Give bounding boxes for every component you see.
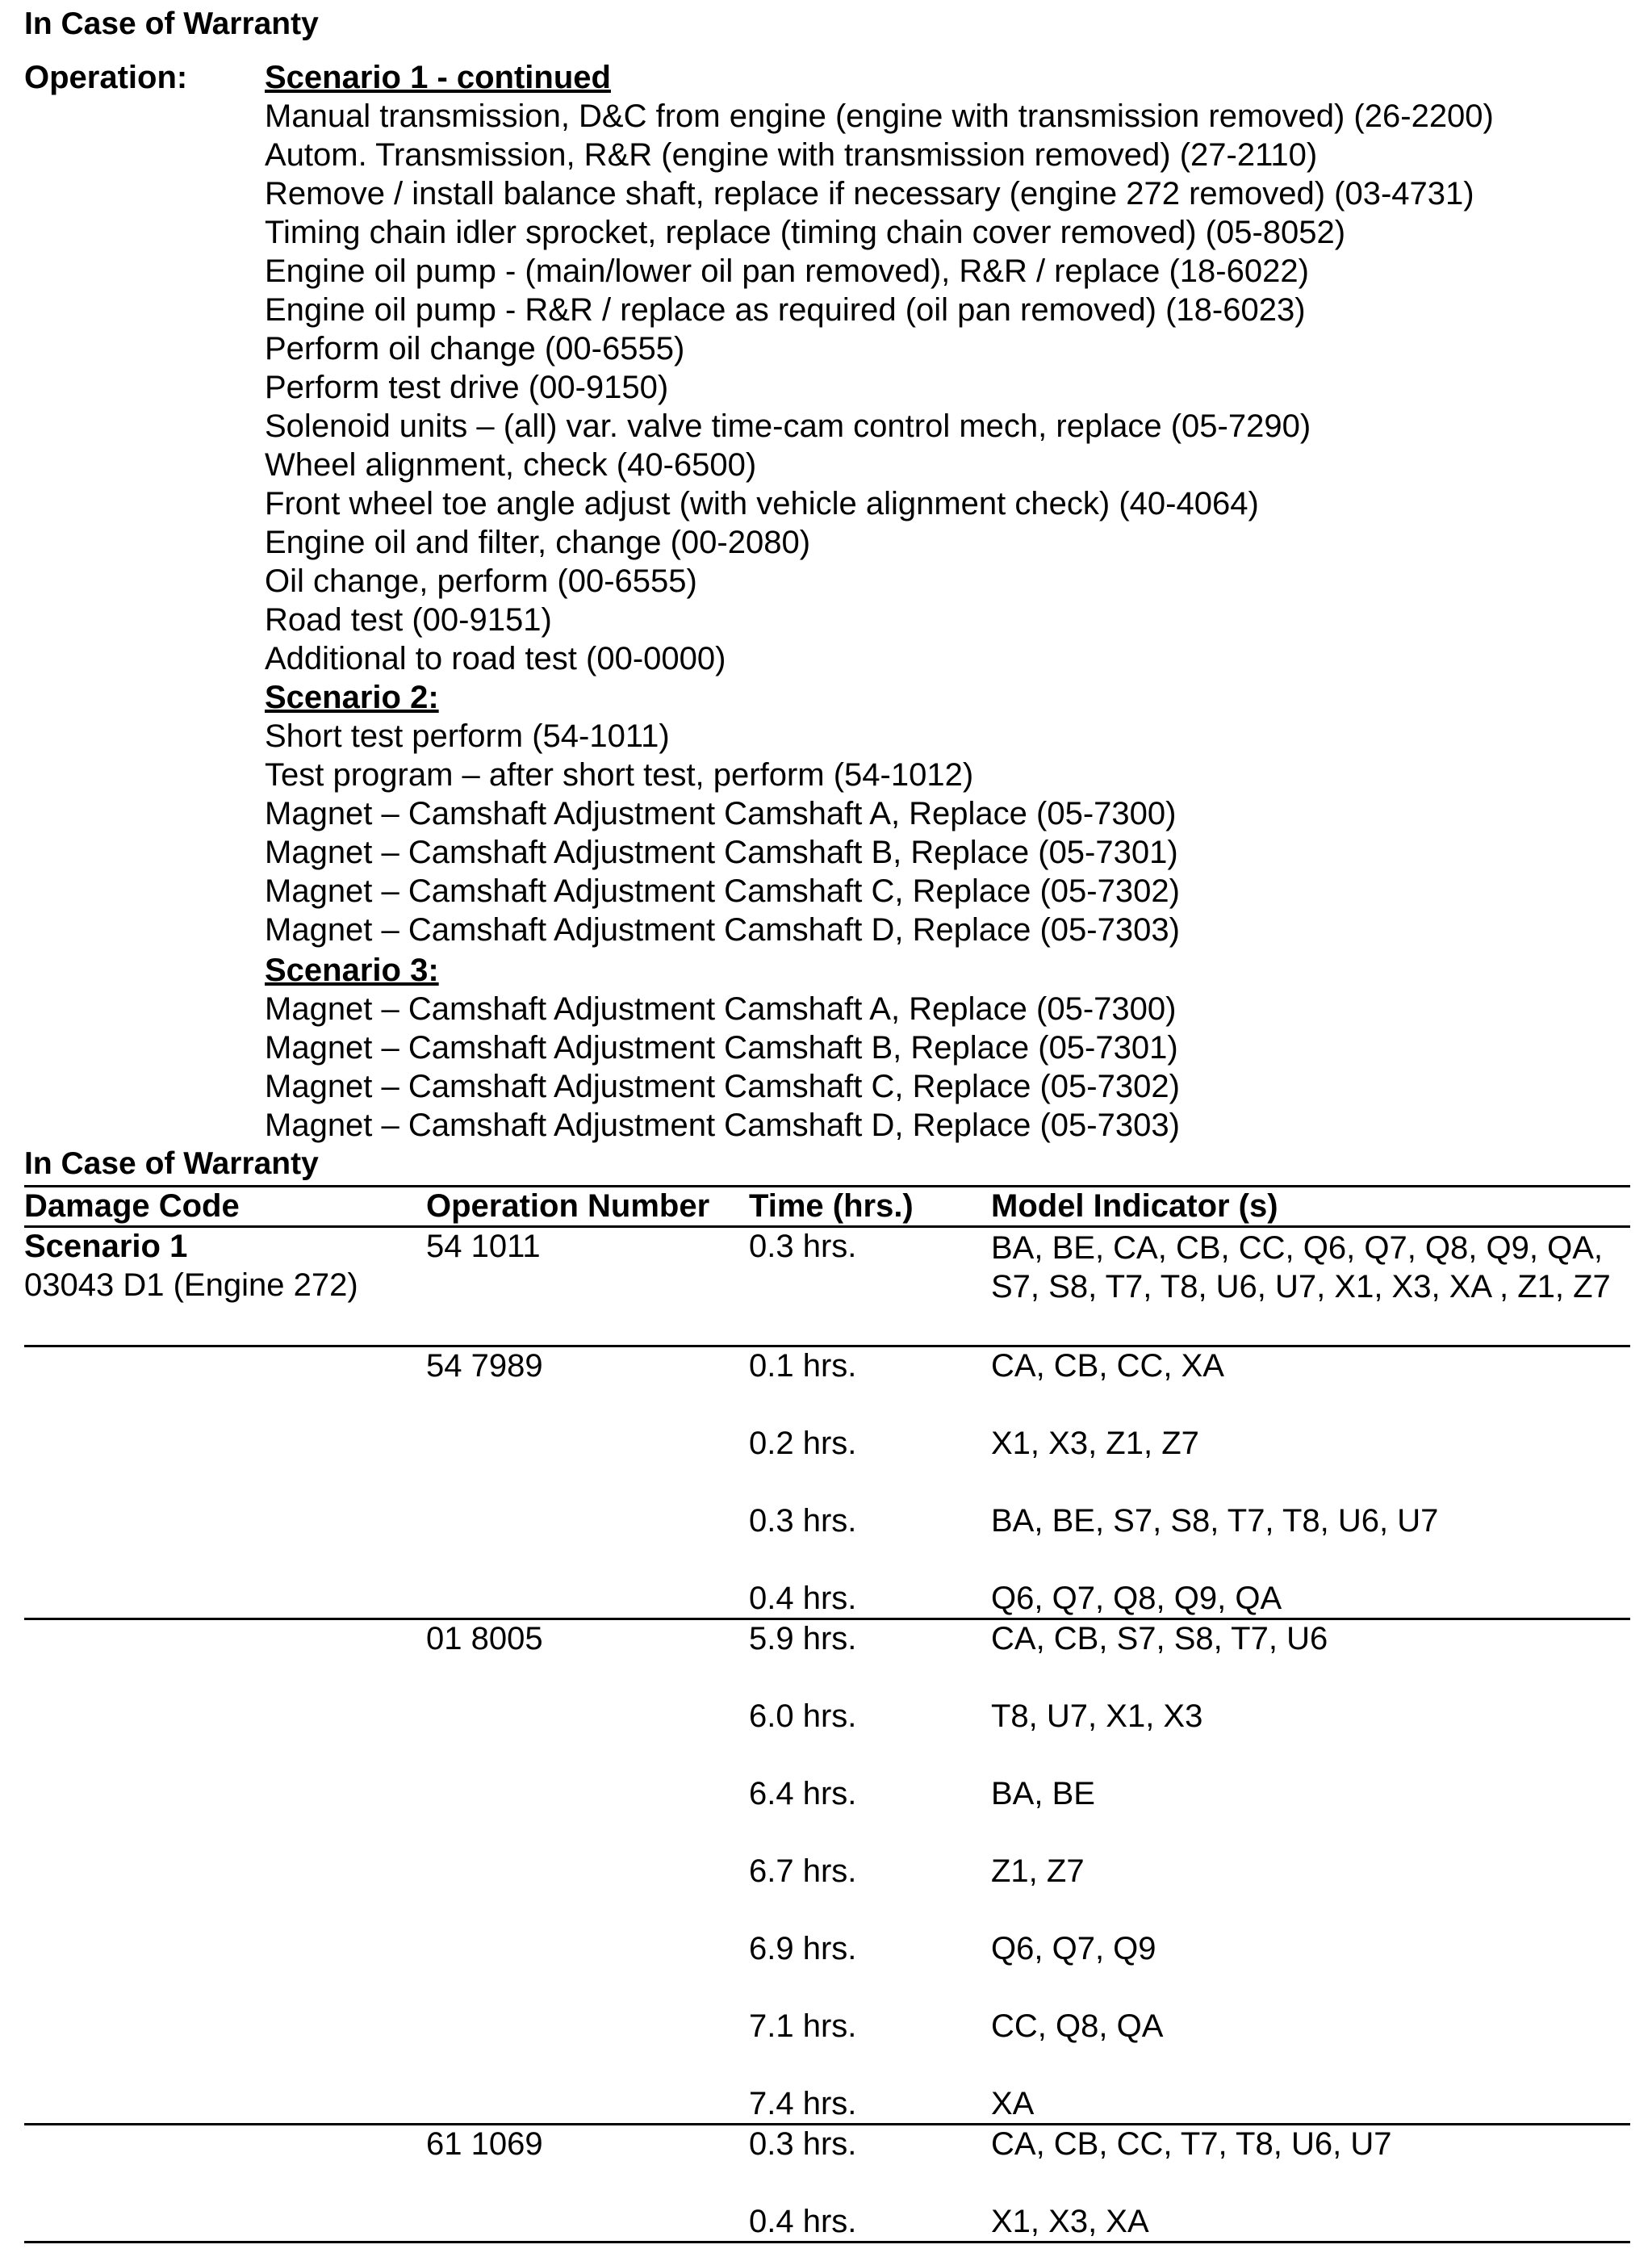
model-cell: T8, U7, X1, X3 (991, 1698, 1203, 1734)
time-cell: 6.0 hrs. (749, 1698, 857, 1734)
header-time: Time (hrs.) (749, 1188, 914, 1224)
scenario3-op: Magnet – Camshaft Adjustment Camshaft A, Replace (05-7300) (265, 991, 1177, 1027)
model-cell: BA, BE (991, 1776, 1095, 1811)
scenario1-op: Road test (00-9151) (265, 602, 552, 638)
model-cell: CA, CB, CC, XA (991, 1348, 1224, 1384)
scenario1-op: Perform oil change (00-6555) (265, 331, 685, 366)
operation-number: 61 1069 (426, 2126, 543, 2162)
scenario2-op: Magnet – Camshaft Adjustment Camshaft C, Replace (05-7302) (265, 873, 1180, 909)
operation-label: Operation: (24, 60, 188, 95)
scenario1-op: Oil change, perform (00-6555) (265, 563, 697, 599)
model-cell: CC, Q8, QA (991, 2008, 1164, 2044)
scenario3-op: Magnet – Camshaft Adjustment Camshaft D, Replace (05-7303) (265, 1108, 1180, 1143)
header-model-indicator: Model Indicator (s) (991, 1188, 1278, 1224)
model-cell: X1, X3, XA (991, 2204, 1149, 2239)
damage-title: Scenario 1 (24, 1229, 188, 1264)
scenario1-op: Remove / install balance shaft, replace if necessary (engine 272 removed) (03-4731) (265, 176, 1474, 211)
header-operation-number: Operation Number (426, 1188, 710, 1224)
scenario1-heading: Scenario 1 - continued (265, 60, 611, 95)
time-cell: 7.4 hrs. (749, 2086, 857, 2121)
operation-number: 01 8005 (426, 1621, 543, 1656)
scenario1-op: Solenoid units – (all) var. valve time-cam control mech, replace (05-7290) (265, 408, 1311, 444)
page-heading: In Case of Warranty (24, 6, 319, 41)
row-rule (24, 2123, 1630, 2125)
scenario2-op: Short test perform (54-1011) (265, 718, 670, 754)
operation-number: 54 1011 (426, 1229, 541, 1264)
table-top-rule (24, 1185, 1630, 1187)
scenario2-op: Test program – after short test, perform (54-1012) (265, 757, 974, 793)
scenario3-op: Magnet – Camshaft Adjustment Camshaft C, Replace (05-7302) (265, 1069, 1180, 1104)
row-rule (24, 1345, 1630, 1347)
model-cell: Q6, Q7, Q9 (991, 1931, 1156, 1966)
header-damage-code: Damage Code (24, 1188, 240, 1224)
operation-number: 54 7989 (426, 1348, 543, 1384)
scenario1-op: Engine oil pump - (main/lower oil pan removed), R&R / replace (18-6022) (265, 253, 1309, 289)
model-cell: Z1, Z7 (991, 1853, 1085, 1889)
time-cell: 0.3 hrs. (749, 2126, 857, 2162)
time-cell: 6.4 hrs. (749, 1776, 857, 1811)
scenario2-op: Magnet – Camshaft Adjustment Camshaft D, Replace (05-7303) (265, 912, 1180, 948)
scenario3-op: Magnet – Camshaft Adjustment Camshaft B, Replace (05-7301) (265, 1030, 1178, 1066)
time-cell: 0.2 hrs. (749, 1426, 857, 1461)
time-cell: 5.9 hrs. (749, 1621, 857, 1656)
model-cell: Q6, Q7, Q8, Q9, QA (991, 1581, 1282, 1616)
time-cell: 0.4 hrs. (749, 1581, 857, 1616)
damage-code: 03043 D1 (Engine 272) (24, 1267, 358, 1303)
scenario1-op: Timing chain idler sprocket, replace (timing chain cover removed) (05-8052) (265, 215, 1346, 250)
scenario1-op: Perform test drive (00-9150) (265, 370, 669, 405)
time-cell: 0.4 hrs. (749, 2204, 857, 2239)
model-cell: CA, CB, CC, T7, T8, U6, U7 (991, 2126, 1392, 2162)
scenario2-op: Magnet – Camshaft Adjustment Camshaft B, Replace (05-7301) (265, 835, 1178, 870)
model-cell: CA, CB, S7, S8, T7, U6 (991, 1621, 1328, 1656)
scenario1-op: Manual transmission, D&C from engine (engine with transmission removed) (26-2200) (265, 98, 1494, 134)
model-cell: X1, X3, Z1, Z7 (991, 1426, 1199, 1461)
scenario1-op: Engine oil and filter, change (00-2080) (265, 525, 811, 560)
model-cell: BA, BE, S7, S8, T7, T8, U6, U7 (991, 1503, 1439, 1539)
scenario1-op: Additional to road test (00-0000) (265, 641, 726, 676)
time-cell: 6.9 hrs. (749, 1931, 857, 1966)
row-rule (24, 1618, 1630, 1620)
scenario2-heading: Scenario 2: (265, 680, 439, 715)
time-cell: 7.1 hrs. (749, 2008, 857, 2044)
time-cell: 0.1 hrs. (749, 1348, 857, 1384)
scenario1-op: Front wheel toe angle adjust (with vehicle alignment check) (40-4064) (265, 486, 1259, 521)
scenario3-heading: Scenario 3: (265, 953, 439, 988)
header-bottom-rule (24, 1225, 1630, 1228)
scenario1-op: Engine oil pump - R&R / replace as required (oil pan removed) (18-6023) (265, 292, 1306, 328)
time-cell: 0.3 hrs. (749, 1229, 857, 1264)
scenario1-op: Wheel alignment, check (40-6500) (265, 447, 757, 483)
scenario1-op: Autom. Transmission, R&R (engine with transmission removed) (27-2110) (265, 137, 1318, 173)
table-bottom-rule (24, 2241, 1630, 2243)
time-cell: 6.7 hrs. (749, 1853, 857, 1889)
model-cell: XA (991, 2086, 1035, 2121)
time-cell: 0.3 hrs. (749, 1503, 857, 1539)
model-cell: BA, BE, CA, CB, CC, Q6, Q7, Q8, Q9, QA, S7, S8, T7, T8, U6, U7, X1, X3, XA , Z1, Z7 (991, 1230, 1611, 1304)
table-heading: In Case of Warranty (24, 1146, 319, 1181)
scenario2-op: Magnet – Camshaft Adjustment Camshaft A, Replace (05-7300) (265, 796, 1177, 831)
